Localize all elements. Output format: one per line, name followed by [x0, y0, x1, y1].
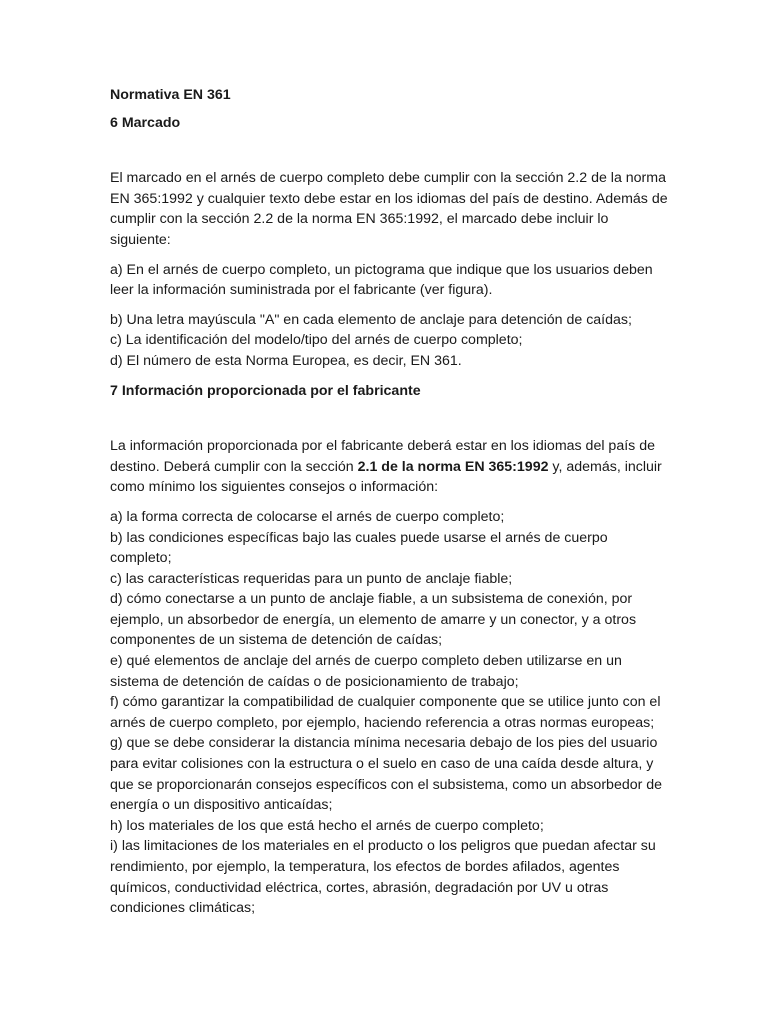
section-7-item-i: i) las limitaciones de los materiales en el producto o los peligros que puedan afectar su rendimiento, por ejemplo, la temperatura, los efectos de bordes afilados, agentes químicos, conductividad eléctrica, cortes, abrasión, degradación por UV u otras condiciones climáticas;	[110, 838, 656, 917]
section-7-item-h: h) los materiales de los que está hecho el arnés de cuerpo completo;	[110, 817, 544, 834]
section-7-heading: 7 Información proporcionada por el fabricante	[110, 382, 421, 399]
section-6-item-c: c) La identificación del modelo/tipo del arnés de cuerpo completo;	[110, 332, 523, 349]
section-7-item-d: d) cómo conectarse a un punto de anclaje fiable, a un subsistema de conexión, por ejemplo, un absorbedor de energía, un elemento de amarre y un conector, y a otros componentes de un sistema de detención de caídas;	[110, 591, 637, 649]
section-7-item-c: c) las características requeridas para un punto de anclaje fiable;	[110, 570, 513, 587]
section-7-item-e: e) qué elementos de anclaje del arnés de cuerpo completo deben utilizarse en un sistema de detención de caídas o de posicionamiento de trabajo;	[110, 653, 622, 690]
section-7-item-b: b) las condiciones específicas bajo las cuales puede usarse el arnés de cuerpo completo;	[110, 529, 608, 567]
section-6-heading: 6 Marcado	[110, 114, 181, 131]
section-7-item-list	[110, 507, 670, 919]
section-7-intro-text: La información proporcionada por el fabricante deberá estar en los idiomas del país de destino. Deberá cumplir con la sección	[110, 438, 655, 475]
section-6-item-b: b) Una letra mayúscula "A" en cada elemento de anclaje para detención de caídas;	[110, 311, 632, 328]
document-page	[110, 85, 670, 919]
section-7-item-a: a) la forma correcta de colocarse el arnés de cuerpo completo;	[110, 508, 505, 525]
document-title: Normativa EN 361	[110, 87, 231, 103]
section-7-item-g: g) que se debe considerar la distancia mínima necesaria debajo de los pies del usuario para evitar colisiones con la estructura o el suelo en caso de una caída desde altura, y que se proporcionarán consejos específicos con el subsistema, como un absorbedor de energía o un dispositivo anticaídas;	[110, 735, 663, 814]
section-7-intro	[110, 436, 670, 498]
section-7-intro-text-end: y, además, incluir como mínimo los siguientes consejos o información:	[110, 458, 662, 496]
section-6-item-a: a) En el arnés de cuerpo completo, un pictograma que indique que los usuarios deben leer la información suministrada por el fabricante (ver figura).	[110, 261, 653, 299]
section-7-item-f: f) cómo garantizar la compatibilidad de cualquier componente que se utilice junto con el arnés de cuerpo completo, por ejemplo, haciendo referencia a otras normas europeas;	[110, 694, 661, 731]
section-7-intro-reference: 2.1 de la norma EN 365:1992	[357, 458, 549, 475]
section-6-item-d: d) El número de esta Norma Europea, es decir, EN 361.	[110, 352, 462, 369]
section-6-intro: El marcado en el arnés de cuerpo completo debe cumplir con la sección 2.2 de la norma EN 365:1992 y cualquier texto debe estar en los idiomas del país de destino. Además de cumplir con la sección 2.2 de la norma EN 365:1992, el marcado debe incluir lo siguiente:	[110, 170, 668, 248]
section-6-item-list	[110, 310, 670, 372]
